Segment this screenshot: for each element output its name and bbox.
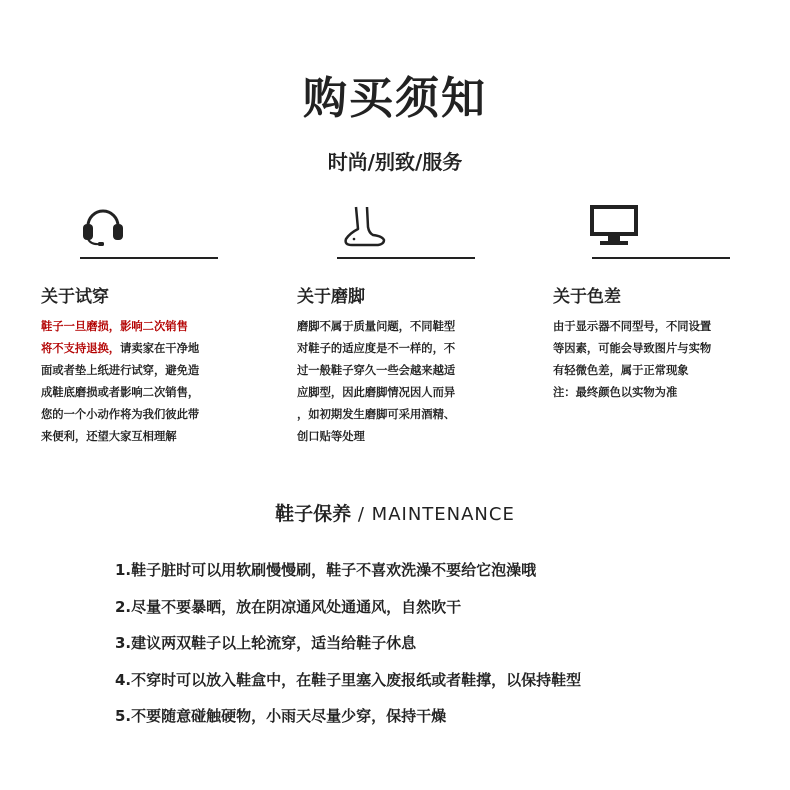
text-line: 面或者垫上纸进行试穿，避免造 xyxy=(41,364,200,377)
list-item: 5.不要随意碰触硬物，小雨天尽量少穿，保持干燥 xyxy=(115,707,447,725)
column-body-try-on xyxy=(41,316,199,448)
text-line: ，如初期发生磨脚可采用酒精、 xyxy=(297,408,456,421)
headset-icon xyxy=(78,207,128,247)
text-line: 来便利，还望大家互相理解 xyxy=(41,430,177,443)
text-line: 成鞋底磨损或者影响二次销售， xyxy=(41,386,200,399)
maintenance-title-cn: 鞋子保养 xyxy=(275,503,352,525)
maintenance-list xyxy=(115,560,581,743)
list-item: 3.建议两双鞋子以上轮流穿，适当给鞋子休息 xyxy=(115,634,417,652)
list-item: 1.鞋子脏时可以用软刷慢慢刷，鞋子不喜欢洗澡不要给它泡澡哦 xyxy=(115,561,537,579)
page-subtitle: 时尚/别致/服务 xyxy=(327,150,463,174)
text-line: 注：最终颜色以实物为准 xyxy=(553,386,678,399)
text-line: 由于显示器不同型号，不同设置 xyxy=(553,320,712,333)
text-line: 对鞋子的适应度是不一样的，不 xyxy=(297,342,456,355)
foot-icon xyxy=(340,203,390,249)
column-body-color-difference xyxy=(553,316,711,404)
text-line: 鞋子一旦磨损，影响二次销售 xyxy=(41,320,188,333)
list-item: 4.不穿时可以放入鞋盒中，在鞋子里塞入废报纸或者鞋撑，以保持鞋型 xyxy=(115,670,582,689)
monitor-icon xyxy=(588,203,640,247)
text-line: 应脚型，因此磨脚情况因人而异 xyxy=(297,386,456,399)
text-line: 有轻微色差，属于正常现象 xyxy=(553,364,689,377)
maintenance-title-en: MAINTENANCE xyxy=(371,504,515,525)
text-line: 过一般鞋子穿久一些会越来越适 xyxy=(297,364,456,377)
column-title-foot-rub: 关于磨脚 xyxy=(297,287,365,307)
list-item: 2.尽量不要暴晒，放在阴凉通风处通通风，自然吹干 xyxy=(115,597,462,616)
text-line: 磨脚不属于质量问题，不同鞋型 xyxy=(297,320,456,333)
maintenance-heading xyxy=(0,499,790,526)
column-body-foot-rub xyxy=(297,316,455,448)
column-title-color-difference: 关于色差 xyxy=(553,287,621,307)
text-line: 将不支持退换，请卖家在干净地 xyxy=(41,342,200,355)
column-title-try-on: 关于试穿 xyxy=(41,287,109,307)
page-title: 购买须知 xyxy=(303,73,487,124)
text-line: 您的一个小动作将为我们彼此带 xyxy=(41,408,200,421)
text-line: 创口贴等处理 xyxy=(297,430,365,443)
divider-rule xyxy=(592,257,730,259)
maintenance-separator: / xyxy=(351,504,372,525)
divider-rule xyxy=(337,257,475,259)
divider-rule xyxy=(80,257,218,259)
text-line: 等因素，可能会导致图片与实物 xyxy=(553,342,712,355)
